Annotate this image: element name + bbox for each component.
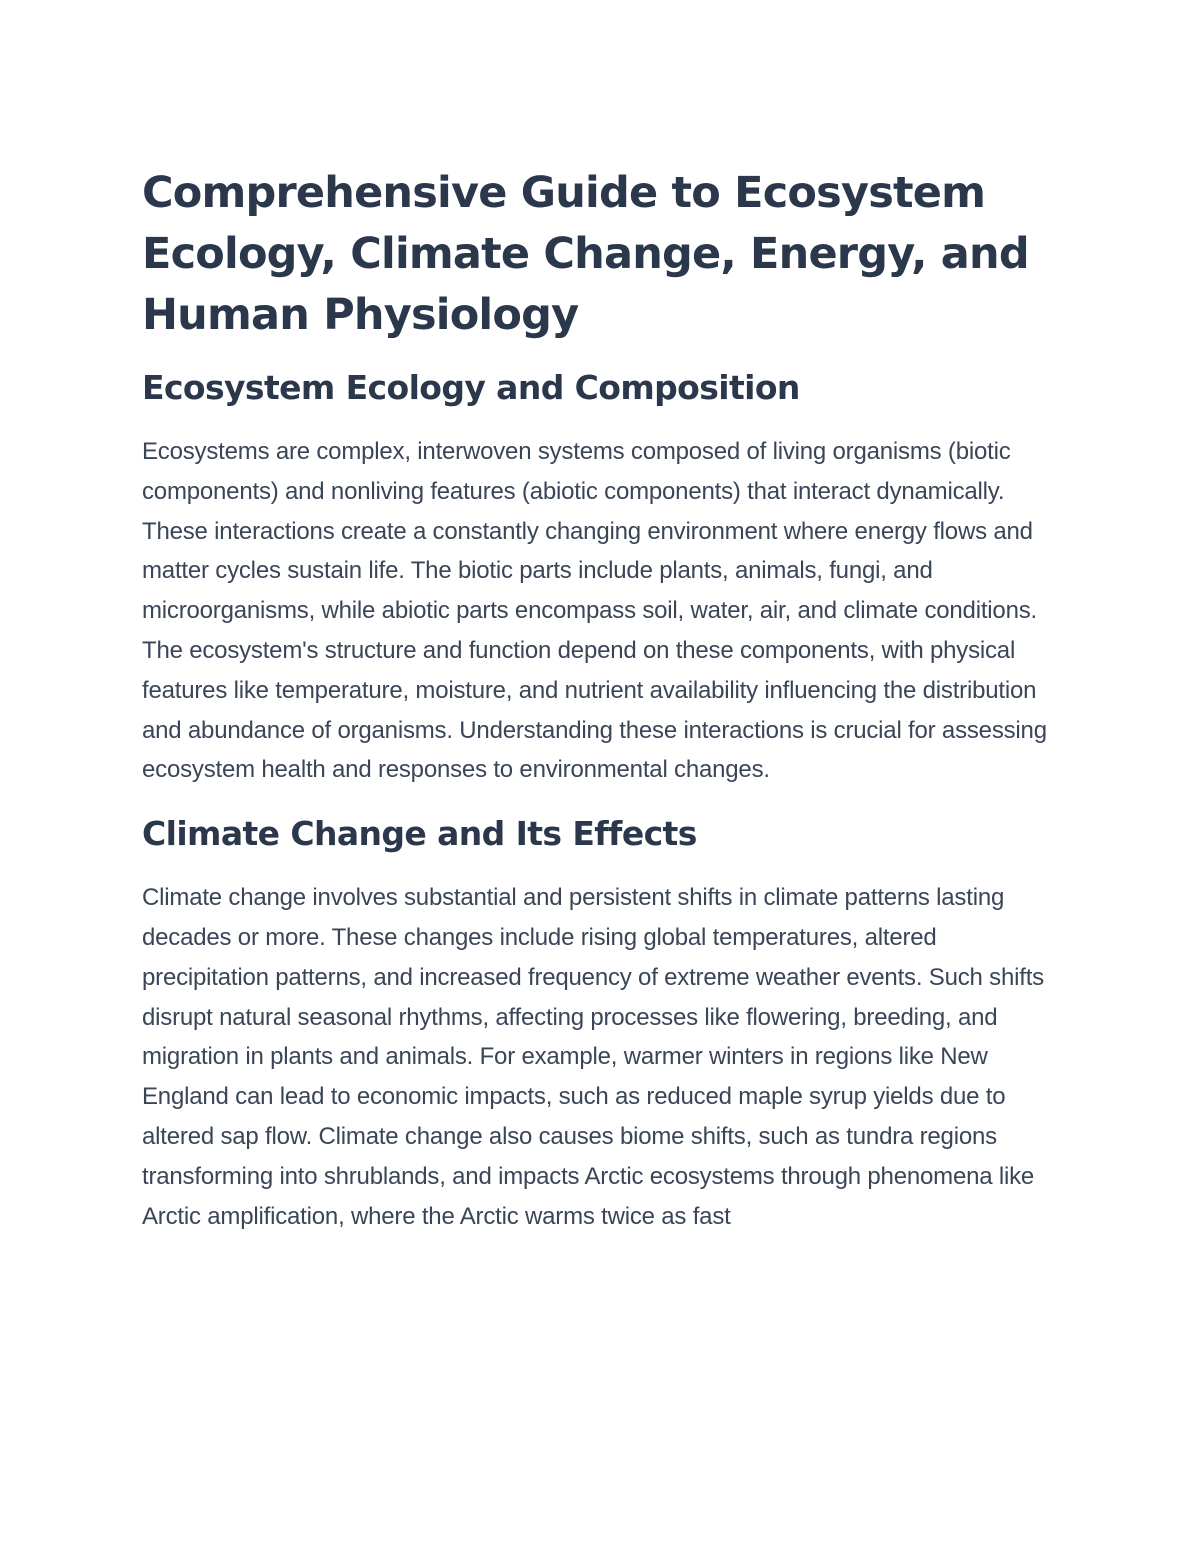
document-title: Comprehensive Guide to Ecosystem Ecology, Climate Change, Energy, and Human Physiology (142, 168, 1029, 340)
section-heading-ecosystem-ecology: Ecosystem Ecology and Composition (142, 368, 800, 407)
section-heading-climate-change: Climate Change and Its Effects (142, 814, 697, 854)
document-page (142, 163, 1057, 1276)
section-body-climate-change: Climate change involves substantial and persistent shifts in climate patterns lasting decades or more. These changes include rising global temperatures, altered precipitation patterns, and increased frequency of extreme weather events. Such shifts disrupt natural seasonal rhythms, affecting processes like flowering, breeding, and migration in plants and animals. For example, warmer winters in regions like New England can lead to economic impacts, such as reduced maple syrup yields due to altered sap flow. Climate change also causes biome shifts, such as tundra regions transforming into shrublands, and impacts Arctic ecosystems through phenomena like Arctic amplification, where the Arctic warms twice as fast (142, 884, 1044, 1230)
section-body-ecosystem-ecology: Ecosystems are complex, interwoven systems composed of living organisms (biotic components) and nonliving features (abiotic components) that interact dynamically. These interactions create a constantly changing environment where energy flows and matter cycles sustain life. The biotic parts include plants, animals, fungi, and microorganisms, while abiotic parts encompass soil, water, air, and climate conditions. The ecosystem's structure and function depend on these components, with physical features like temperature, moisture, and nutrient availability influencing the distribution and abundance of organisms. Understanding these interactions is crucial for assessing ecosystem health and responses to environmental changes. (142, 438, 1047, 784)
